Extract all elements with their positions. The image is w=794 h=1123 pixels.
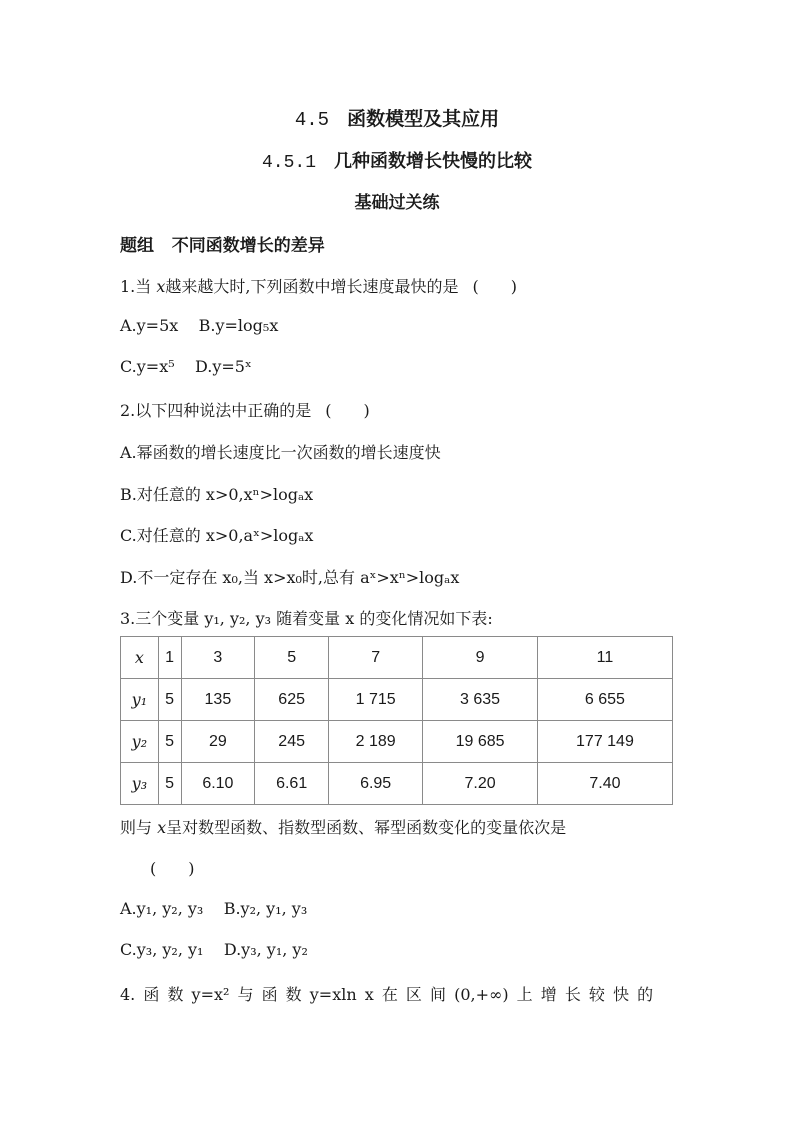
q2-option-b: B.对任意的 x>0,xⁿ>logₐx (120, 485, 314, 504)
q3-option-d: D.y₃, y₁, y₂ (223, 940, 308, 959)
page-subtitle (0, 147, 794, 173)
table-row-label: x (121, 637, 159, 679)
table-row (121, 721, 673, 763)
table-cell: 5 (158, 679, 181, 721)
table-cell: 19 685 (423, 721, 538, 763)
table-cell: 1 (158, 637, 181, 679)
table-row (121, 679, 673, 721)
table-cell: 11 (537, 637, 672, 679)
page-title (0, 104, 794, 131)
group-heading (120, 231, 325, 256)
table-cell: 135 (181, 679, 255, 721)
q1-stem-pre: 1.当 (120, 277, 157, 296)
q2-option-d: D.不一定存在 x₀,当 x>x₀时,总有 aˣ>xⁿ>logₐx (120, 568, 460, 587)
subtitle-text: 几种函数增长快慢的比较 (334, 151, 532, 172)
table-cell: 3 (181, 637, 255, 679)
q1-options-ab (120, 316, 278, 335)
q3-followup (120, 815, 566, 838)
table-header-row (121, 637, 673, 679)
table-row-label: y₃ (121, 763, 159, 805)
group-text: 不同函数增长的差异 (171, 236, 325, 256)
q1-option-c: C.y=x⁵ (120, 357, 175, 376)
subtitle-number: 4.5.1 (261, 153, 316, 173)
table-cell: 6.61 (255, 763, 329, 805)
table-cell: 29 (181, 721, 255, 763)
table-cell: 1 715 (329, 679, 423, 721)
q1-answer-paren: ( ) (472, 277, 517, 296)
table-cell: 625 (255, 679, 329, 721)
q3-followup-var: x (157, 818, 167, 837)
q2-option-c: C.对任意的 x>0,aˣ>logₐx (120, 526, 314, 545)
q4-stem: 4. 函 数 y=x² 与 函 数 y=xln x 在 区 间 (0,+∞) 上 增 长 较 快 的 (120, 985, 654, 1004)
q1-stem-post: 越来越大时,下列函数中增长速度最快的是 (165, 277, 459, 296)
table-cell: 5 (255, 637, 329, 679)
q3-answer-paren: ( ) (150, 859, 195, 878)
q1-option-b: B.y=log₅x (198, 316, 279, 335)
table-cell: 7.40 (537, 763, 672, 805)
table-cell: 245 (255, 721, 329, 763)
title-number: 4.5 (294, 109, 330, 131)
q3-options-cd (120, 940, 308, 959)
q3-followup-post: 呈对数型函数、指数型函数、幂型函数变化的变量依次是 (166, 818, 567, 837)
table-cell: 9 (423, 637, 538, 679)
q3-data-table (120, 636, 673, 805)
table-cell: 7.20 (423, 763, 538, 805)
q3-option-a: A.y₁, y₂, y₃ (120, 899, 204, 918)
q1-stem (120, 274, 517, 297)
table-cell: 3 635 (423, 679, 538, 721)
q2-stem (120, 398, 370, 421)
q1-option-d: D.y=5ˣ (194, 357, 252, 376)
table-cell: 5 (158, 721, 181, 763)
table-cell: 6 655 (537, 679, 672, 721)
table-row-label: y₁ (121, 679, 159, 721)
title-text: 函数模型及其应用 (347, 108, 500, 130)
group-label: 题组 (120, 236, 154, 256)
q1-options-cd (120, 357, 252, 376)
q3-options-ab (120, 899, 307, 918)
q2-stem-text: 2.以下四种说法中正确的是 (120, 401, 312, 420)
q3-option-c: C.y₃, y₂, y₁ (120, 940, 204, 959)
q1-option-a: A.y=5x (120, 316, 179, 335)
section-heading: 基础过关练 (354, 193, 440, 213)
q2-option-a: A.幂函数的增长速度比一次函数的增长速度快 (120, 443, 441, 462)
q3-stem: 3.三个变量 y₁, y₂, y₃ 随着变量 x 的变化情况如下表: (120, 609, 493, 628)
q3-followup-pre: 则与 (120, 818, 158, 837)
q3-option-b: B.y₂, y₁, y₃ (223, 899, 308, 918)
table-cell: 6.10 (181, 763, 255, 805)
table-row-label: y₂ (121, 721, 159, 763)
table-cell: 5 (158, 763, 181, 805)
table-cell: 6.95 (329, 763, 423, 805)
q2-answer-paren: ( ) (325, 401, 370, 420)
q3-table-body (121, 637, 673, 805)
q1-stem-var: x (156, 277, 166, 296)
table-cell: 2 189 (329, 721, 423, 763)
table-row (121, 763, 673, 805)
table-cell: 7 (329, 637, 423, 679)
table-cell: 177 149 (537, 721, 672, 763)
